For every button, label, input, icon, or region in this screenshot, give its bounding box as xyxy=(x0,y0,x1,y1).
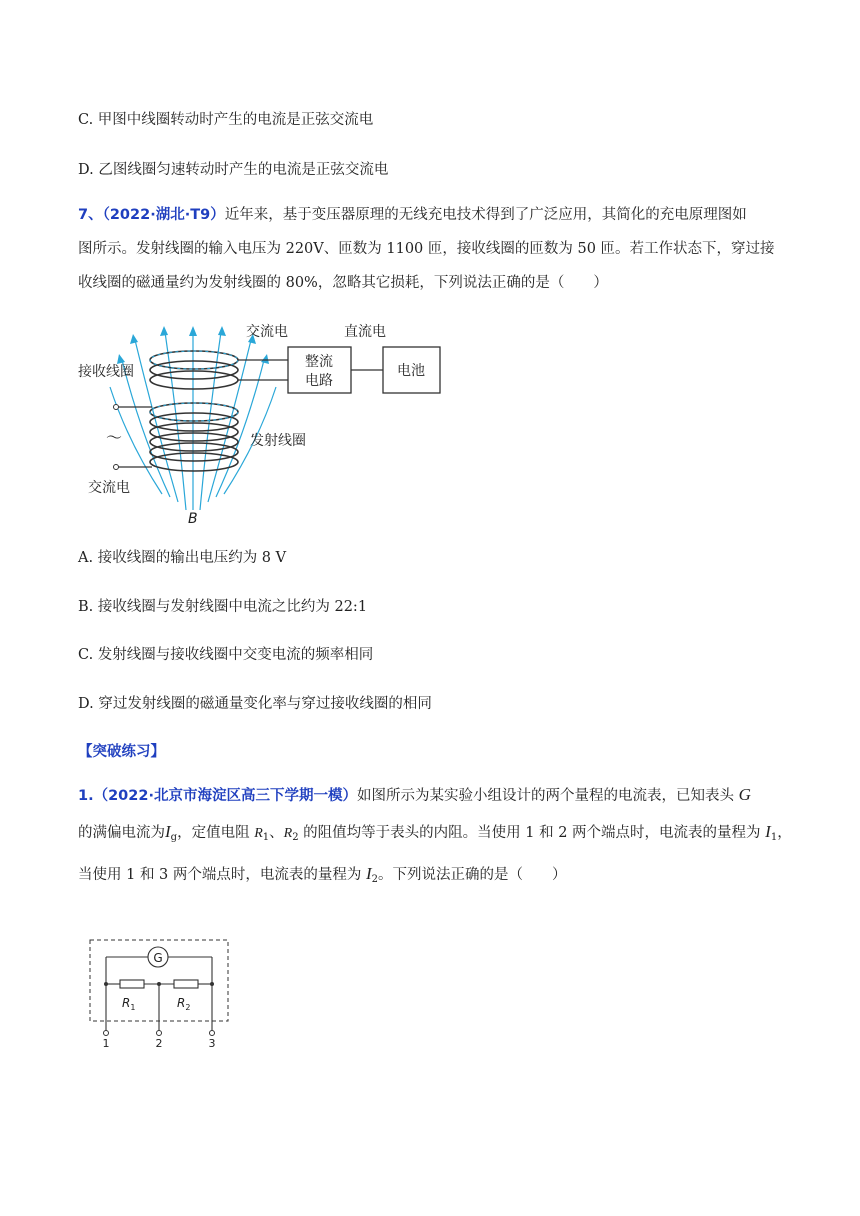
field-b-label: B xyxy=(188,511,198,527)
receiver-coil-label: 接收线圈 xyxy=(78,364,134,380)
dc-label: 直流电 xyxy=(344,324,386,340)
section-title: 【突破练习】 xyxy=(78,744,165,760)
r1-var: R xyxy=(254,826,263,841)
practice-1-line3-b: 。下列说法正确的是（ ） xyxy=(378,867,567,883)
option-c-prev: C. 甲图中线圈转动时产生的电流是正弦交流电 xyxy=(78,112,374,128)
question-7-line1: 近年来，基于变压器原理的无线充电技术得到了广泛应用，其简化的充电原理图如 xyxy=(224,207,747,223)
r1-figure-sub: 1 xyxy=(130,1003,136,1012)
practice-1-line3-a: 当使用 1 和 3 两个端点时，电流表的量程为 xyxy=(78,867,366,883)
ac-source-tilde: ～ xyxy=(106,428,123,447)
r2-var: R xyxy=(283,826,293,841)
option-c: C. 发射线圈与接收线圈中交变电流的频率相同 xyxy=(78,647,374,663)
r1-figure-label: R xyxy=(122,996,131,1010)
terminal-2-label: 2 xyxy=(155,1037,163,1048)
svg-text:R2 xyxy=(177,996,190,1012)
terminal-1-label: 1 xyxy=(102,1037,110,1048)
option-a: A. 接收线圈的输出电压约为 8 V xyxy=(78,550,287,566)
resistor-r1 xyxy=(120,980,144,988)
ig-var: I xyxy=(165,822,171,841)
ac-top-label: 交流电 xyxy=(246,324,288,340)
receiver-coil xyxy=(150,351,238,389)
practice-1-line2-c: 的阻值均等于表头的内阻。当使用 1 和 2 两个端点时，电流表的量程为 xyxy=(298,825,766,841)
transmitter-coil-label: 发射线圈 xyxy=(250,433,306,449)
practice-1-source: 1.（2022·北京市海淀区高三下学期一模） xyxy=(78,788,357,804)
terminal-3 xyxy=(210,1031,215,1036)
ammeter-circuit-diagram xyxy=(84,936,236,1048)
separator: 、 xyxy=(269,825,284,841)
terminal-2 xyxy=(157,1031,162,1036)
r1-sub: 1 xyxy=(262,832,270,843)
transmitter-coil xyxy=(150,403,238,471)
question-7-line2: 图所示。发射线圈的输入电压为 220V、匝数为 1100 匝，接收线圈的匝数为 50 匝。若工作状态下，穿过接 xyxy=(78,241,775,257)
question-7-line3: 收线圈的磁通量约为发射线圈的 80%，忽略其它损耗，下列说法正确的是（ ） xyxy=(78,275,608,291)
resistor-r2 xyxy=(174,980,198,988)
rectifier-label-1: 整流 xyxy=(305,354,333,370)
practice-1-line2-d: ， xyxy=(777,825,792,841)
ac-bottom-label: 交流电 xyxy=(88,480,130,496)
practice-1-line2-b: ，定值电阻 xyxy=(177,825,255,841)
option-d: D. 穿过发射线圈的磁通量变化率与穿过接收线圈的相同 xyxy=(78,696,432,712)
practice-1-line2-a: 的满偏电流为 xyxy=(78,825,165,841)
i2-var: I xyxy=(366,864,372,883)
question-7-text xyxy=(78,198,778,300)
question-7-source: 7、（2022·湖北·T9） xyxy=(78,207,225,223)
r2-figure-sub: 2 xyxy=(185,1003,191,1012)
ig-sub: g xyxy=(170,832,178,843)
battery-label: 电池 xyxy=(397,363,425,379)
i1-sub: 1 xyxy=(770,832,778,843)
wireless-charging-diagram xyxy=(70,312,460,527)
terminal-1 xyxy=(104,1031,109,1036)
option-d-prev: D. 乙图线圈匀速转动时产生的电流是正弦交流电 xyxy=(78,162,389,178)
option-b: B. 接收线圈与发射线圈中电流之比约为 22:1 xyxy=(78,599,368,615)
terminal-3-label: 3 xyxy=(208,1037,216,1048)
galvanometer-label: G xyxy=(153,951,163,965)
r2-figure-label: R xyxy=(177,996,186,1010)
i1-var: I xyxy=(765,822,771,841)
r2-sub: 2 xyxy=(292,832,299,843)
galvanometer-var: G xyxy=(738,785,751,804)
practice-1-line1: 如图所示为某实验小组设计的两个量程的电流表，已知表头 xyxy=(356,788,739,804)
rectifier-label-2: 电路 xyxy=(305,373,333,389)
svg-text:R1 xyxy=(122,996,135,1012)
practice-1-text xyxy=(78,777,798,898)
i2-sub: 2 xyxy=(371,874,379,885)
